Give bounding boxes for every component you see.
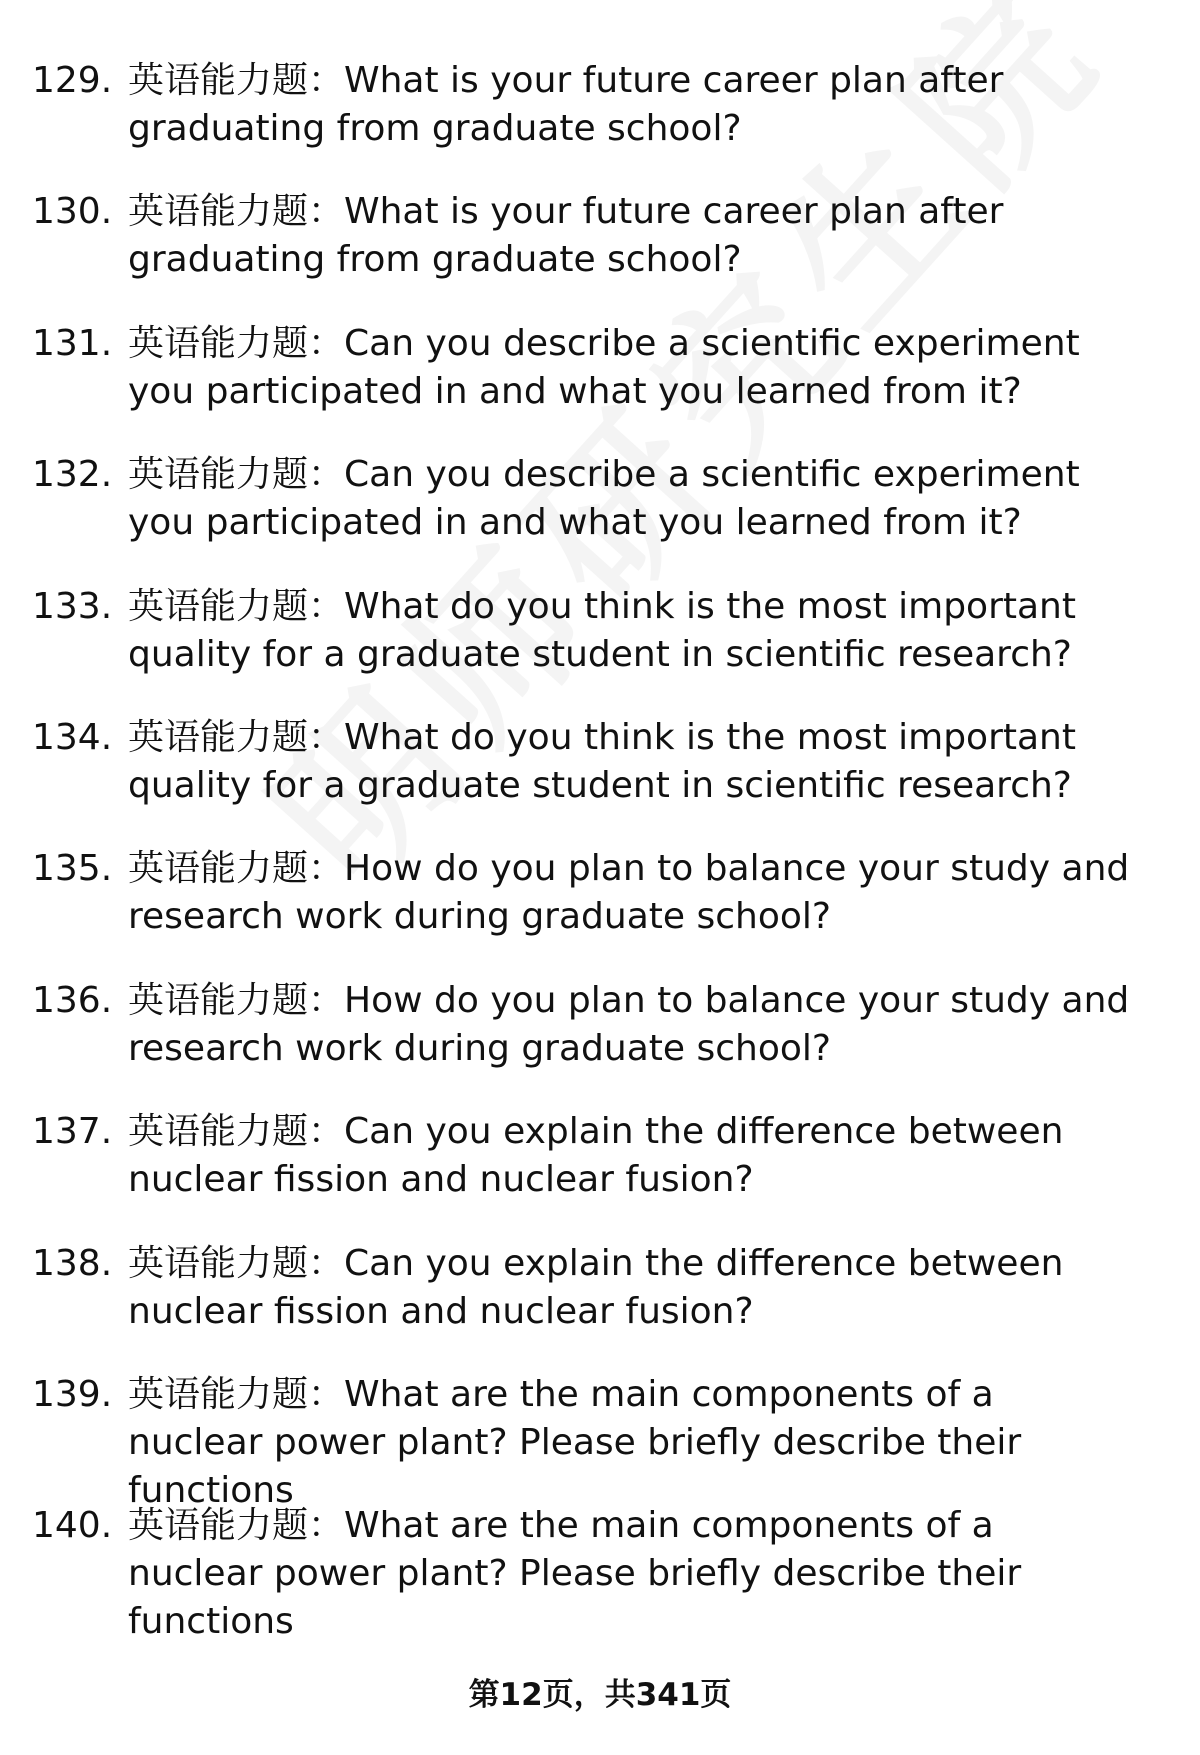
question-tag: 英语能力题： xyxy=(128,1505,345,1547)
question-tag: 英语能力题： xyxy=(128,454,345,496)
question-number: 139. xyxy=(32,1373,113,1415)
question-item xyxy=(0,714,1200,845)
question-body xyxy=(128,451,1138,547)
question-item xyxy=(0,320,1200,451)
question-item xyxy=(0,451,1200,582)
question-number: 129. xyxy=(32,60,113,101)
question-body xyxy=(128,57,1138,153)
question-text: Can you explain the difference between nuclear fission and nuclear fusion? xyxy=(128,1111,1064,1201)
question-text: What are the main components of a nuclear power plant? Please briefly describe their functions xyxy=(128,1505,1022,1643)
question-number: 137. xyxy=(32,1111,113,1153)
question-tag: 英语能力题： xyxy=(128,191,345,233)
question-list xyxy=(0,57,1200,1643)
question-item xyxy=(0,57,1200,188)
question-text: What are the main components of a nuclear power plant? Please briefly describe their functions xyxy=(128,1373,1022,1511)
question-body xyxy=(128,977,1138,1073)
question-body xyxy=(128,714,1138,810)
question-item xyxy=(0,1371,1200,1511)
question-text: What do you think is the most important quality for a graduate student in scientific research? xyxy=(128,716,1076,806)
question-tag: 英语能力题： xyxy=(128,322,345,364)
question-text: Can you explain the difference between nuclear fission and nuclear fusion? xyxy=(128,1242,1064,1332)
question-number: 134. xyxy=(32,716,113,758)
question-tag: 英语能力题： xyxy=(128,716,345,758)
question-text: Can you describe a scientific experiment you participated in and what you learned from it? xyxy=(128,322,1080,412)
page-footer: 第12页，共341页 xyxy=(468,1677,732,1713)
question-item xyxy=(0,1108,1200,1239)
question-tag: 英语能力题： xyxy=(128,1373,345,1415)
question-number: 140. xyxy=(32,1505,113,1547)
question-number: 135. xyxy=(32,848,113,890)
question-tag: 英语能力题： xyxy=(128,60,345,101)
question-item xyxy=(0,977,1200,1108)
question-text: What do you think is the most important quality for a graduate student in scientific research? xyxy=(128,585,1076,675)
question-body xyxy=(128,1108,1138,1204)
question-number: 130. xyxy=(32,191,113,233)
question-text: What is your future career plan after graduating from graduate school? xyxy=(128,191,1004,281)
question-item xyxy=(0,845,1200,976)
question-tag: 英语能力题： xyxy=(128,1242,345,1284)
question-item xyxy=(0,188,1200,319)
question-body xyxy=(128,845,1138,941)
question-body xyxy=(128,1240,1138,1336)
question-item xyxy=(0,1502,1200,1643)
question-number: 138. xyxy=(32,1242,113,1284)
question-tag: 英语能力题： xyxy=(128,585,345,627)
question-body xyxy=(128,320,1138,416)
question-item xyxy=(0,1240,1200,1371)
question-tag: 英语能力题： xyxy=(128,848,345,890)
question-number: 131. xyxy=(32,322,113,364)
question-number: 132. xyxy=(32,454,113,496)
question-body xyxy=(128,188,1138,284)
question-number: 133. xyxy=(32,585,113,627)
question-text: How do you plan to balance your study and research work during graduate school? xyxy=(128,979,1130,1069)
question-number: 136. xyxy=(32,979,113,1021)
question-tag: 英语能力题： xyxy=(128,979,345,1021)
question-tag: 英语能力题： xyxy=(128,1111,345,1153)
question-body xyxy=(128,1371,1138,1515)
question-body xyxy=(128,1502,1138,1646)
question-text: What is your future career plan after graduating from graduate school? xyxy=(128,60,1004,149)
question-text: How do you plan to balance your study and research work during graduate school? xyxy=(128,848,1130,938)
question-body xyxy=(128,583,1138,679)
question-item xyxy=(0,583,1200,714)
question-text: Can you describe a scientific experiment you participated in and what you learned from it? xyxy=(128,454,1080,544)
